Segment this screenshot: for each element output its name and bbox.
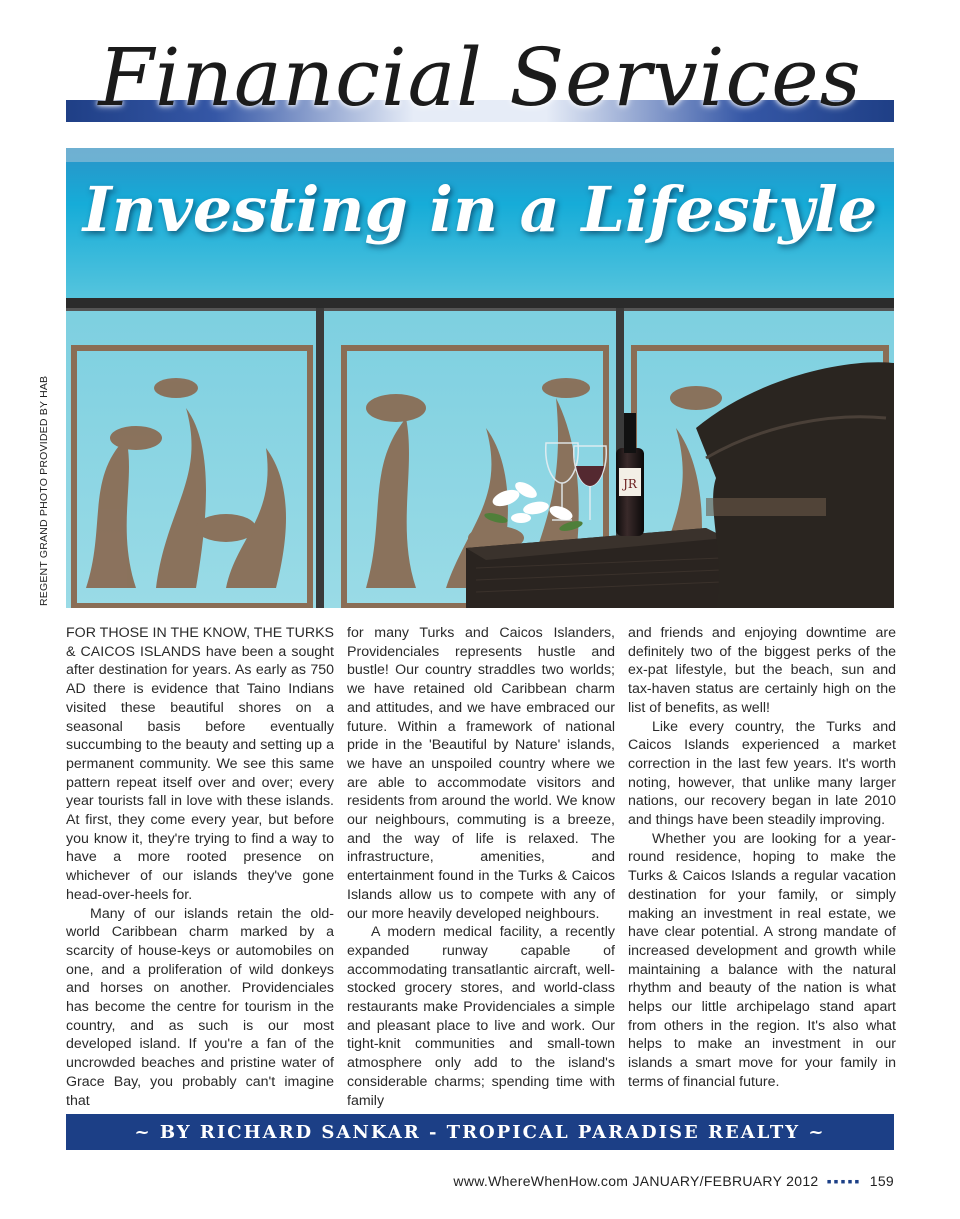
paragraph: A modern medical facility, a recently expanded runway capable of accommodating transatlantic aircraft, well-stocked grocery stores, and world-class restaurants make Providenciales a simple and pleasant place to live and work. Our tight-knit communities and small-town atmosphere only add to the island's considerable charms; spending time with family xyxy=(347,924,615,1109)
section-title: Financial Services xyxy=(98,31,862,124)
article-headline: Investing in a Lifestyle xyxy=(82,173,878,246)
photo-credit: REGENT GRAND PHOTO PROVIDED BY HAB xyxy=(38,375,50,606)
byline-bar xyxy=(66,1114,894,1150)
byline: ~ BY RICHARD SANKAR - TROPICAL PARADISE REALTY ~ xyxy=(134,1121,826,1143)
paragraph xyxy=(66,624,334,905)
hero-photo xyxy=(66,148,894,608)
article-column-3 xyxy=(628,624,896,1094)
footer-dots: ▪▪▪▪▪ xyxy=(826,1173,862,1189)
paragraph-text: have been a sought after destination for years. As early as 750 AD there is evidence that Taino Indians visited these beautiful shores on a seasonal basis before eventually succumbing to the beauty and setting up a permanent community. We see this same pattern repeat itself over and over; every year tourists fall in love with these islands. At first, they come every year, but before you know it, they're trying to find a way to have a more rooted presence on whichever of our islands they've gone head-over-heels for. xyxy=(66,643,334,903)
page-footer xyxy=(453,1173,894,1189)
article-column-1 xyxy=(66,624,334,1109)
paragraph: Whether you are looking for a year-round residence, hoping to make the Turks & Caicos Islands a regular vacation destination for your family, or simply making an investment in real estate, we have clear potential. A strong mandate of increased development and growth while maintaining a balance with the natural rhythm and beauty of the nation is what helps our little archipelago stand apart from others in the region. It's also what helps to make an investment in our islands a smart move for your family in terms of financial future. xyxy=(628,830,896,1090)
bottle-label: JR xyxy=(623,477,637,491)
lead-in: FOR THOSE IN THE KNOW, THE TURKS & CAICOS ISLANDS xyxy=(66,625,334,660)
footer-website: www.WhereWhenHow.com xyxy=(453,1173,629,1189)
paragraph: Many of our islands retain the old-world Caribbean charm marked by a scarcity of house-keys or automobiles on one, and a proliferation of wild donkeys and horses on another. Providenciales has become the centre for tourism in the country, and as such is our most developed island. If you're a fan of the uncrowded beaches and pristine water of Grace Bay, you probably can't imagine that xyxy=(66,905,334,1109)
page-number: 159 xyxy=(869,1173,894,1189)
paragraph: for many Turks and Caicos Islanders, Providenciales represents hustle and bustle! Our country straddles two worlds; we have retained old Caribbean charm and attitudes, and we have embraced our future. Within a framework of national pride in the 'Beautiful by Nature' islands, we have an unspoiled country where we are able to accommodate visitors and residents from around the world. We know our neighbours, commuting is a breeze, and the way of life is relaxed. The infrastructure, amenities, and entertainment found in the Turks & Caicos Islands allow us to compete with any of our more heavily developed neighbours. xyxy=(347,625,615,922)
article-column-2 xyxy=(347,624,615,1109)
article-body xyxy=(66,624,896,1109)
paragraph: and friends and enjoying downtime are definitely two of the biggest perks of the ex-pat lifestyle, but the beach, sun and tax-haven status are certainly high on the list of benefits, as well! xyxy=(628,625,896,716)
paragraph: Like every country, the Turks and Caicos Islands experienced a market correction in the last few years. It's worth noting, however, that unlike many larger nations, our recovery began in late 2010 and things have been steadily improving. xyxy=(628,718,896,829)
footer-issue: JANUARY/FEBRUARY 2012 xyxy=(632,1173,819,1189)
